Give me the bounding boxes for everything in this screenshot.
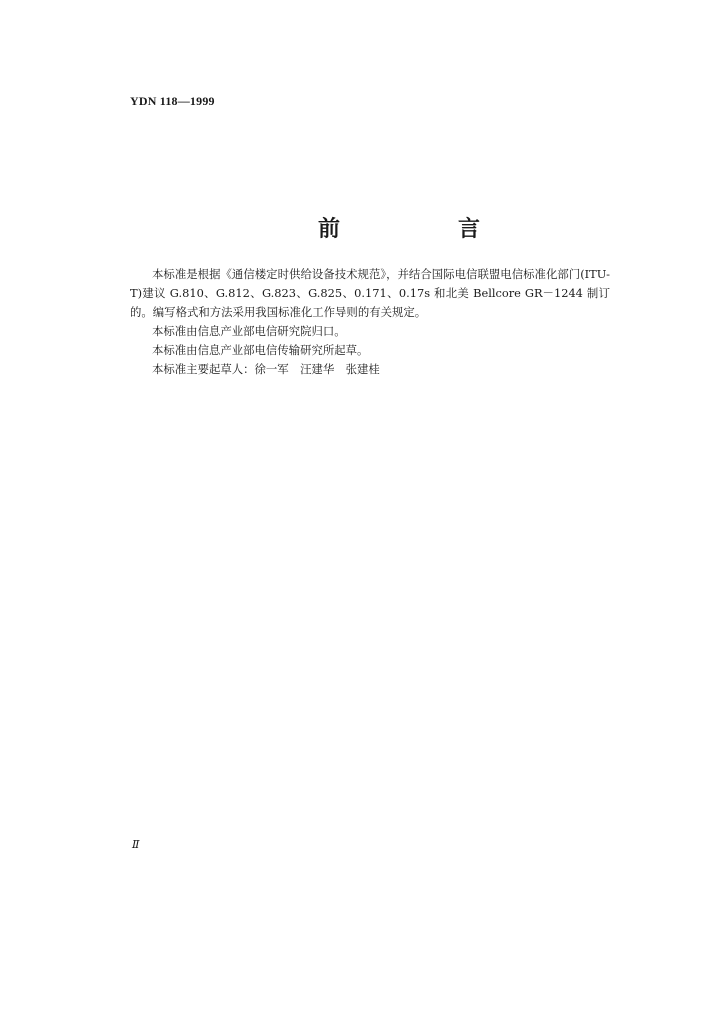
page-title: 前 言 — [318, 216, 529, 242]
foreword-paragraph-administration: 本标准由信息产业部电信研究院归口。 — [152, 324, 346, 338]
foreword-body — [130, 265, 610, 379]
foreword-paragraph-drafters: 本标准主要起草人：徐一军 汪建华 张建桂 — [152, 362, 380, 376]
foreword-paragraph-basis: 本标准是根据《通信楼定时供给设备技术规范》，并结合国际电信联盟电信标准化部门(ITU-T)建议 G.810、G.812、G.823、G.825、0.171、0.17s 和北美 Bellcore GR－1244 制订的。编写格式和方法采用我国标准化工作导则的有关规定。 — [130, 267, 610, 319]
page-number: Ⅱ — [132, 839, 140, 851]
foreword-paragraph-drafting-unit: 本标准由信息产业部电信传输研究所起草。 — [152, 343, 369, 357]
standard-code: YDN 118—1999 — [130, 94, 215, 108]
